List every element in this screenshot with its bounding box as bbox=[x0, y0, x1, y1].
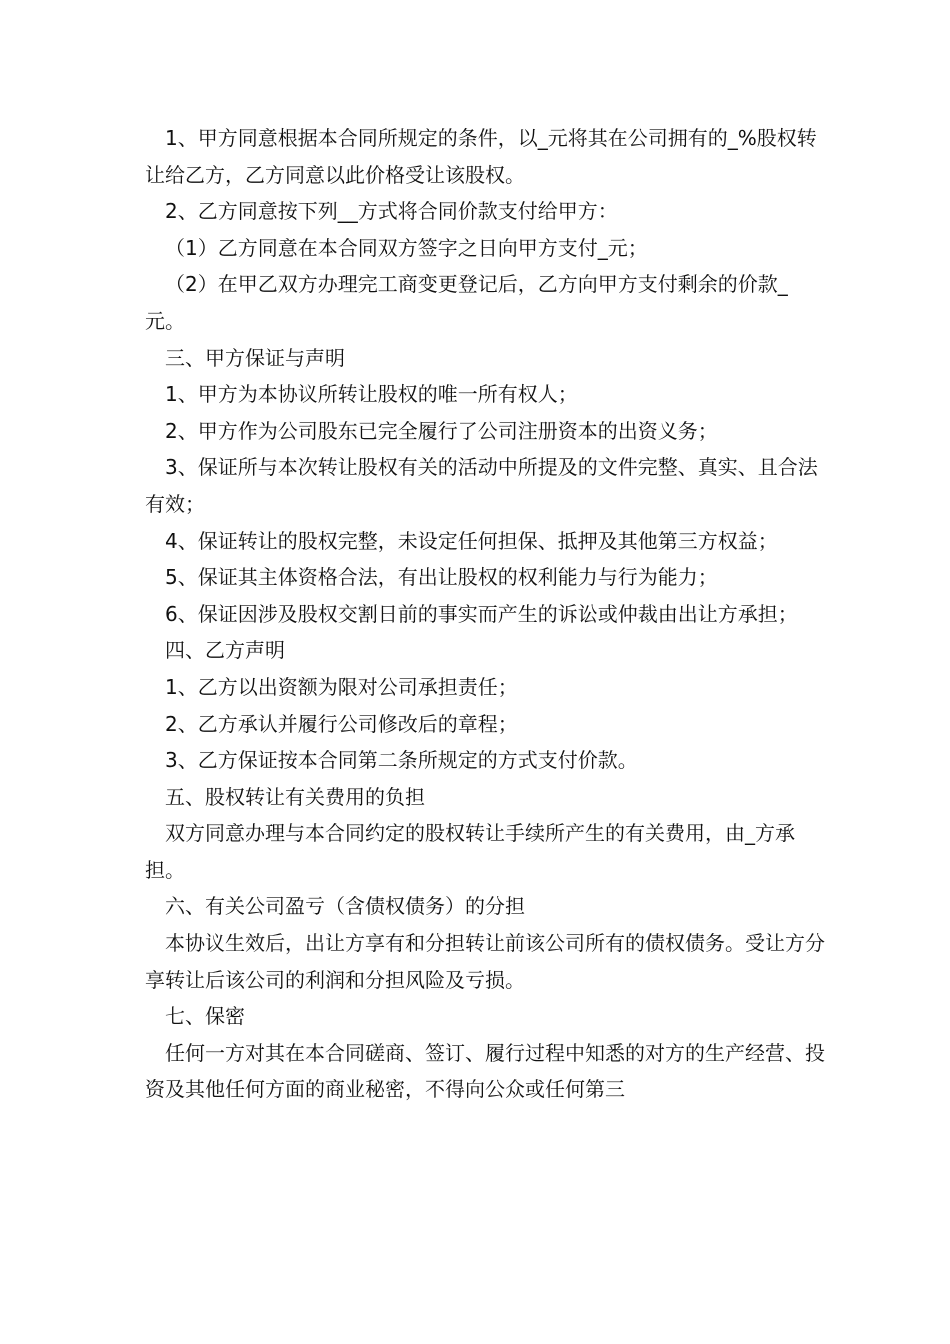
section-7-text: 任何一方对其在本合同磋商、签订、履行过程中知悉的对方的生产经营、投资及其他任何方面的商业秘密，不得向公众或任何第三 bbox=[145, 1040, 825, 1102]
section-3-item-1: 1、甲方为本协议所转让股权的唯一所有权人； bbox=[165, 382, 578, 407]
section-3-item-3: 3、保证所与本次转让股权有关的活动中所提及的文件完整、真实、且合法有效； bbox=[145, 455, 818, 516]
section-heading-7: 七、保密 bbox=[165, 1004, 245, 1029]
section-3-item-5: 5、保证其主体资格合法，有出让股权的权利能力与行为能力； bbox=[165, 565, 718, 590]
section-4-item-1: 1、乙方以出资额为限对公司承担责任； bbox=[165, 674, 518, 699]
section-3-item-6: 6、保证因涉及股权交割日前的事实而产生的诉讼或仲裁由出让方承担； bbox=[165, 601, 798, 626]
clause-1-price: 1、甲方同意根据本合同所规定的条件，以_元将其在公司拥有的_%股权转让给乙方，乙方同意以此价格受让该股权。 bbox=[145, 126, 817, 187]
section-heading-5: 五、股权转让有关费用的负担 bbox=[165, 784, 425, 809]
section-3-item-2: 2、甲方作为公司股东已完全履行了公司注册资本的出资义务； bbox=[165, 418, 718, 443]
section-5-text: 双方同意办理与本合同约定的股权转让手续所产生的有关费用，由_方承担。 bbox=[145, 821, 795, 882]
section-heading-3: 三、甲方保证与声明 bbox=[165, 345, 345, 370]
clause-2-payment-method: 2、乙方同意按下列__方式将合同价款支付给甲方： bbox=[165, 199, 618, 224]
clause-2-item-1: （1）乙方同意在本合同双方签字之日向甲方支付_元； bbox=[165, 235, 648, 260]
section-4-item-3: 3、乙方保证按本合同第二条所规定的方式支付价款。 bbox=[165, 748, 638, 773]
document-body bbox=[145, 120, 827, 1108]
section-6-text: 本协议生效后，出让方享有和分担转让前该公司所有的债权债务。受让方分享转让后该公司的利润和分担风险及亏损。 bbox=[145, 931, 825, 992]
section-4-item-2: 2、乙方承认并履行公司修改后的章程； bbox=[165, 711, 518, 736]
clause-2-item-2: （2）在甲乙双方办理完工商变更登记后，乙方向甲方支付剩余的价款_元。 bbox=[145, 272, 788, 333]
section-3-item-4: 4、保证转让的股权完整，未设定任何担保、抵押及其他第三方权益； bbox=[165, 528, 778, 553]
section-heading-4: 四、乙方声明 bbox=[165, 638, 285, 663]
section-heading-6: 六、有关公司盈亏（含债权债务）的分担 bbox=[165, 894, 525, 919]
